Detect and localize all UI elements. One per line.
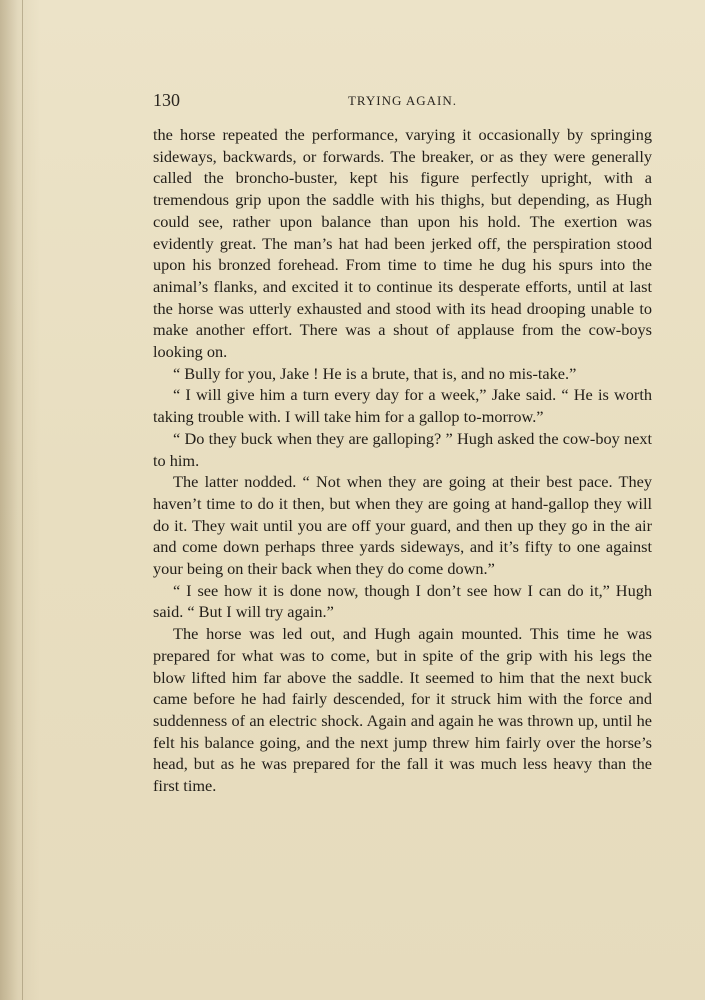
- page-gutter: [22, 0, 23, 1000]
- paragraph: The latter nodded. “ Not when they are going at their best pace. They haven’t time to do it then, but when they are going at hand-gallop they will do it. They wait until you are off your guard, and then up they go in the air and come down perhaps three yards sideways, and it’s fifty to one against your being on their back when they do come down.”: [153, 472, 652, 579]
- running-head: TRYING AGAIN.: [347, 93, 458, 108]
- paragraph: “ Bully for you, Jake ! He is a brute, that is, and no mis-take.”: [173, 363, 577, 383]
- paragraph: “ I will give him a turn every day for a week,” Jake said. “ He is worth taking trouble with. I will take him for a gallop to-morrow.”: [153, 385, 652, 427]
- paragraph: The horse was led out, and Hugh again mounted. This time he was prepared for what was to come, but in spite of the grip with his legs the blow lifted him far above the saddle. It seemed to him that the next buck came before he had fairly descended, for it struck him with the force and suddenness of an electric shock. Again and again he was thrown up, until he felt his balance going, and the next jump threw him fairly over the horse’s head, but as he was prepared for the fall it was much less heavy than the first time.: [153, 624, 652, 796]
- paragraph: the horse repeated the performance, varying it occasionally by springing sideways, backwards, or forwards. The breaker, or as they were generally called the broncho-buster, kept his figure perfectly upright, with a tremendous grip upon the saddle with his thighs, but depending, as Hugh could see, rather upon balance than upon his hold. The exertion was evidently great. The man’s hat had been jerked off, the perspiration stood upon his bronzed forehead. From time to time he dug his spurs into the animal’s flanks, and excited it to continue its desperate efforts, until at last the horse was utterly exhausted and stood with its head drooping unable to make another effort. There was a shout of applause from the cow-boys looking on.: [153, 125, 652, 362]
- page-number: 130: [153, 90, 180, 110]
- paragraph: “ I see how it is done now, though I don’t see how I can do it,” Hugh said. “ But I will try again.”: [153, 580, 652, 622]
- body-text: [153, 124, 652, 797]
- page-header: [153, 90, 652, 116]
- paragraph: “ Do they buck when they are galloping? ” Hugh asked the cow-boy next to him.: [153, 428, 652, 470]
